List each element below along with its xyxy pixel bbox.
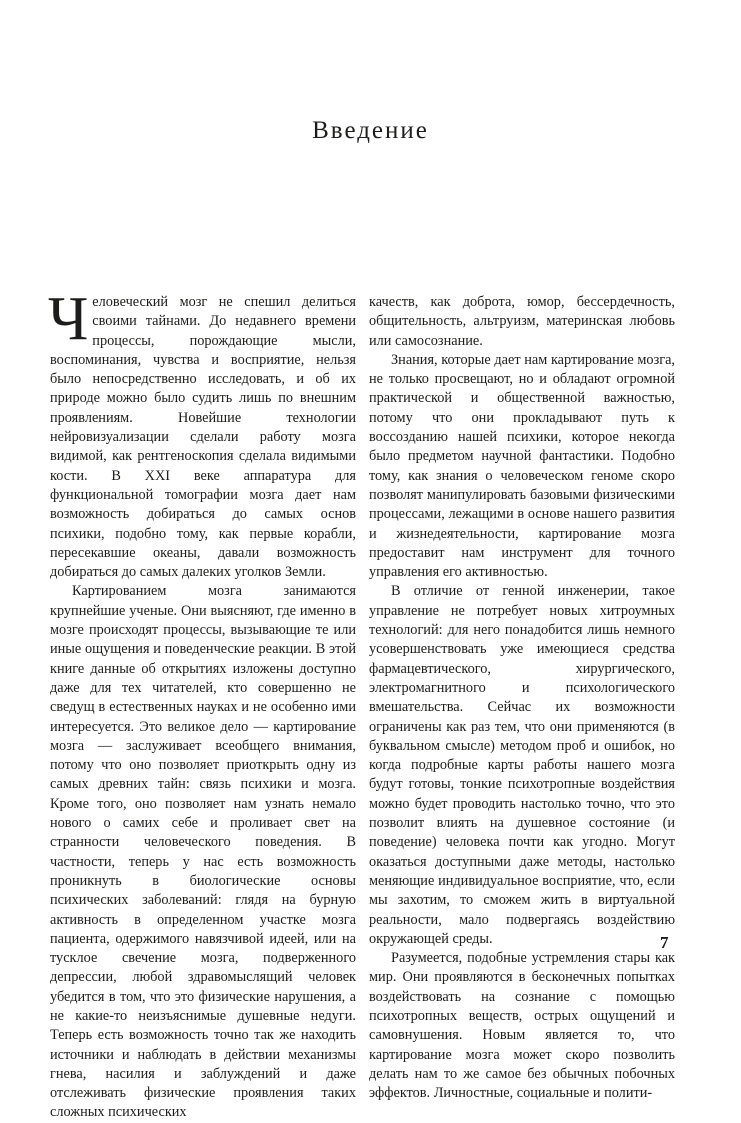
chapter-title: Введение xyxy=(312,117,429,144)
paragraph: Разумеется, подобные устремления стары как мир. Они проявляются в бесконечных попытках воздействовать на сознание с помощью психотропных веществ, острых ощущений и самовнушения. Новым является то, что картирование мозга может скоро позволить делать нам то же самое без обычных побочных эффектов. Личностные, социальные и полити- xyxy=(369,950,675,1102)
paragraph xyxy=(48,285,356,582)
drop-cap: Ч xyxy=(48,285,89,353)
paragraph: Картированием мозга занимаются крупнейшие ученые. Они выясняют, где именно в мозге происходят процессы, вызывающие те или иные ощущения и поведенческие реакции. В этой книге данные об открытиях изложены доступно даже для тех читателей, кто совершенно не сведущ в естественных науках и не особенно ими интересуется. Это великое дело — картирование мозга — заслуживает всеобщего внимания, потому что оно позволяет приоткрыть одну из самых древних тайн: связь психики и мозга. Кроме того, оно позволяет нам узнать немало нового о самих себе и проливает свет на странности человеческого поведения. В частности, теперь у нас есть возможность проникнуть в биологические основы психических заболеваний: глядя на бурную активность в определенном участке мозга пациента, одержимого навязчивой идеей, или на тусклое свечение мозга, подверженного депрессии, любой здравомыслящий человек убедится в том, что это физические нарушения, а не какие-то неизъяснимые душевные недуги. Теперь есть возможность точно так же находить источники и наблюдать в действии механизмы гнева, насилия и заблуждений и даже отслеживать физические проявления таких сложных психических xyxy=(50,583,356,1121)
page-number: 7 xyxy=(660,933,669,952)
left-column xyxy=(48,285,356,1123)
paragraph: В отличие от генной инженерии, такое управление не потребует новых хитроумных технологий: для него понадобится лишь немного усовершенствовать уже имеющиеся средства фармацевтического, хирургического, электромагнитного и психологического вмешательства. Сейчас их возможности ограничены как раз тем, что они применяются (в буквальном смысле) методом проб и ошибок, но когда подробные карты работы нашего мозга будут готовы, тонкие психотропные воздействия можно будет проводить настолько точно, что это позволит влиять на душевное состояние (и поведение) человека почти как угодно. Могут оказаться доступными даже методы, настолько меняющие индивидуальное восприятие, что, если мы захотим, то сможем жить в виртуальной реальности, мало подвергаясь воздействию окружающей среды. xyxy=(369,583,675,947)
paragraph: качеств, как доброта, юмор, бессердечность, общительность, альтруизм, материнская любовь или самосознание. xyxy=(369,294,675,349)
right-column xyxy=(369,293,675,1103)
paragraph: Знания, которые дает нам картирование мозга, не только просвещают, но и обладают огромной практической и общественной важностью, потому что они прокладывают путь к воссозданию нашей психики, которое некогда было предметом научной фантастики. Подобно тому, как знания о человеческом геноме скоро позволят манипулировать базовыми физическими процессами, лежащими в основе нашего развития и жизнедеятельности, картирование мозга предоставит нам инструмент для точного управления его активностью. xyxy=(369,351,675,581)
paragraph-text: еловеческий мозг не спешил делиться своими тайнами. До недавнего времени процессы, порождающие мысли, воспоминания, чувства и восприятие, нельзя было непосредственно исследовать, и об их природе можно было судить лишь по внешним проявлениям. Новейшие технологии нейровизуализации сделали работу мозга видимой, как рентгеноскопия сделала видимыми кости. В XXI веке аппаратура для функциональной томографии мозга дает нам возможность добираться до самых основ психики, подобно тому, как первые корабли, пересекавшие океаны, давали возможность добираться до самых далеких уголков Земли. xyxy=(50,294,356,581)
